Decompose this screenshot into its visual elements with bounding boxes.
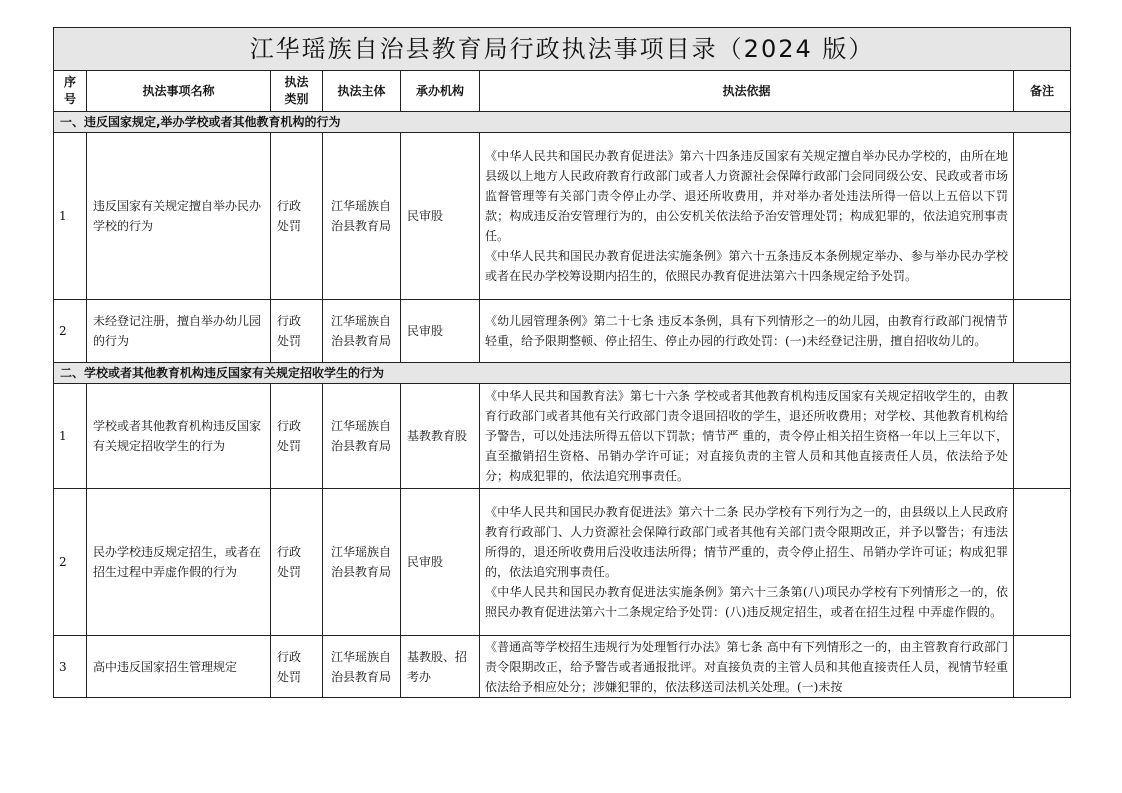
header-org: 承办机构 — [401, 71, 480, 112]
basis-paragraph: 《普通高等学校招生违规行为处理暂行办法》第七条 高中有下列情形之一的，由主管教育行政部门责令限期改正，给予警告或者通报批评。对直接负责的主管人员和其他直接责任人员，视情节轻重依法给予相应处分；涉嫌犯罪的，依法移送司法机关处理。(一)未按 — [485, 640, 1008, 694]
cell-remark — [1014, 384, 1071, 489]
basis-paragraph: 《中华人民共和国民办教育促进法实施条例》第六十五条违反本条例规定举办、参与举办民办学校或者在民办学校筹设期内招生的，依照民办教育促进法第六十四条规定给予处罚。 — [485, 249, 1008, 283]
document-title: 江华瑶族自治县教育局行政执法事项目录（2024 版） — [54, 28, 1071, 71]
section-title: 一、违反国家规定,举办学校或者其他教育机构的行为 — [54, 112, 1071, 133]
header-subject: 执法主体 — [323, 71, 401, 112]
cell-name: 学校或者其他教育机构违反国家有关规定招收学生的行为 — [87, 384, 271, 489]
enforcement-catalog-table — [53, 27, 1071, 698]
cell-basis — [480, 300, 1014, 363]
basis-paragraph: 《中华人民共和国民办教育促进法实施条例》第六十三条第(八)项民办学校有下列情形之一的，依照民办教育促进法第六十二条规定给予处罚：(八)违反规定招生，或者在招生过程 中弄虚作假的。 — [485, 585, 1008, 619]
cell-remark — [1014, 489, 1071, 636]
cell-subject: 江华瑶族自治县教育局 — [323, 133, 401, 300]
section-heading — [54, 363, 1071, 384]
basis-clip — [485, 637, 1008, 696]
cell-name: 民办学校违反规定招生，或者在招生过程中弄虚作假的行为 — [87, 489, 271, 636]
cell-org: 民审股 — [401, 489, 480, 636]
cell-basis — [480, 384, 1014, 489]
basis-paragraph: 《中华人民共和国民办教育促进法》第六十二条 民办学校有下列行为之一的，由县级以上人民政府教育行政部门、人力资源社会保障行政部门或者其他有关部门责令限期改正，并予以警告；有违法所得的，退还所收费用后没收违法所得；情节严重的，责令停止招生、吊销办学许可证；构成犯罪的，依法追究刑事责任。 — [485, 505, 1008, 579]
cell-org: 民审股 — [401, 300, 480, 363]
cell-remark — [1014, 133, 1071, 300]
cell-remark — [1014, 300, 1071, 363]
cell-no: 1 — [54, 133, 87, 300]
cell-name: 违反国家有关规定擅自举办民办学校的行为 — [87, 133, 271, 300]
header-remark: 备注 — [1014, 71, 1071, 112]
cell-remark — [1014, 636, 1071, 698]
basis-paragraph: 《幼儿园管理条例》第二十七条 违反本条例，具有下列情形之一的幼儿园，由教育行政部门视情节轻重，给予限期整顿、停止招生、停止办园的行政处罚：(一)未经登记注册，擅自招收幼儿的。 — [485, 314, 1008, 348]
cell-subject: 江华瑶族自治县教育局 — [323, 636, 401, 698]
cell-name: 高中违反国家招生管理规定 — [87, 636, 271, 698]
cell-category: 行政处罚 — [271, 636, 323, 698]
table-row — [54, 636, 1071, 698]
cell-category: 行政处罚 — [271, 300, 323, 363]
cell-no: 1 — [54, 384, 87, 489]
cell-org: 基教教育股 — [401, 384, 480, 489]
section-title: 二、学校或者其他教育机构违反国家有关规定招收学生的行为 — [54, 363, 1071, 384]
cell-subject: 江华瑶族自治县教育局 — [323, 489, 401, 636]
cell-category: 行政处罚 — [271, 384, 323, 489]
section-heading — [54, 112, 1071, 133]
basis-paragraph: 《中华人民共和国民办教育促进法》第六十四条违反国家有关规定擅自举办民办学校的，由所在地县级以上地方人民政府教育行政部门或者人力资源社会保障行政部门会同同级公安、民政或者市场监督管理等有关部门责令停止办学、退还所收费用，并对举办者处违法所得一倍以上五倍以下罚款；构成违反治安管理行为的，由公安机关依法给予治安管理处罚；构成犯罪的，依法追究刑事责任。 — [485, 149, 1008, 243]
cell-no: 3 — [54, 636, 87, 698]
cell-basis — [480, 636, 1014, 698]
table-row — [54, 133, 1071, 300]
cell-org: 基教股、招考办 — [401, 636, 480, 698]
cell-org: 民审股 — [401, 133, 480, 300]
cell-subject: 江华瑶族自治县教育局 — [323, 384, 401, 489]
cell-basis — [480, 133, 1014, 300]
cell-no: 2 — [54, 489, 87, 636]
cell-subject: 江华瑶族自治县教育局 — [323, 300, 401, 363]
table-row — [54, 384, 1071, 489]
cell-category: 行政处罚 — [271, 133, 323, 300]
header-category: 执法类别 — [271, 71, 323, 112]
header-basis: 执法依据 — [480, 71, 1014, 112]
table-row — [54, 300, 1071, 363]
cell-no: 2 — [54, 300, 87, 363]
table-header-row — [54, 71, 1071, 112]
basis-paragraph: 《中华人民共和国教育法》第七十六条 学校或者其他教育机构违反国家有关规定招收学生的，由教育行政部门或者其他有关行政部门责令退回招收的学生，退还所收费用；对学校、其他教育机构给予警告，可以处违法所得五倍以下罚款；情节严 重的，责令停止相关招生资格一年以上三年以下，直至撤销招生资格、吊销办学许可证；对直接负责的主管人员和其他直接责任人员，依法给予处分；构成犯罪的，依法追究刑事责任。 — [485, 389, 1008, 483]
cell-name: 未经登记注册，擅自举办幼儿园的行为 — [87, 300, 271, 363]
header-no: 序号 — [54, 71, 87, 112]
cell-category: 行政处罚 — [271, 489, 323, 636]
header-name: 执法事项名称 — [87, 71, 271, 112]
table-row — [54, 489, 1071, 636]
cell-basis — [480, 489, 1014, 636]
